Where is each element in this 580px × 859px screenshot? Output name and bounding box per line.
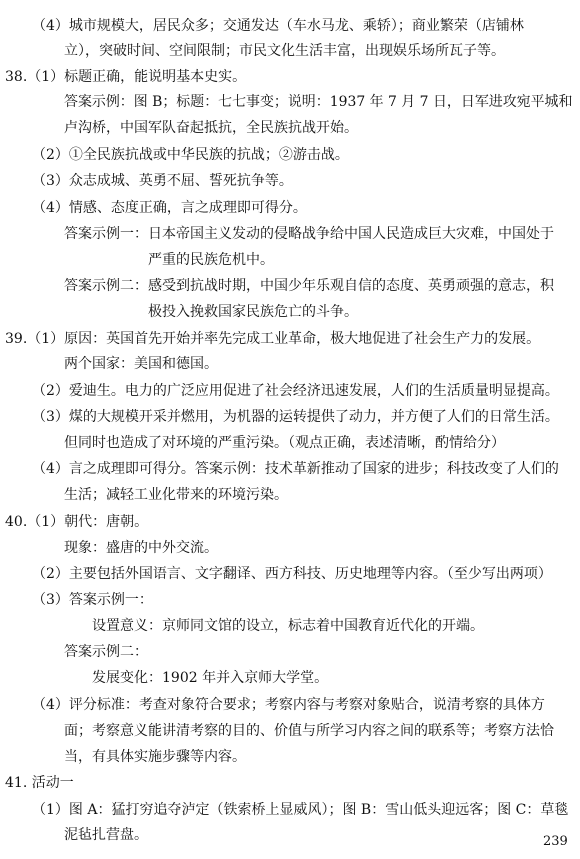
line-q38-1-example-cont: 卢沟桥，中国军队奋起抵抗，全民族抗战开始。 [64,120,358,136]
line-q38-1: 38.（1）标题正确，能说明基本史实。 [5,69,247,85]
line-q37-4-cont: 立），突破时间、空间限制；市民文化生活丰富，出现娱乐场所瓦子等。 [64,43,505,59]
line-q38-4: （4）情感、态度正确，言之成理即可得分。 [32,200,307,216]
line-q41-1-cont: 泥毡扎营盘。 [64,827,148,843]
line-q40-3-example1: 设置意义：京师同文馆的设立，标志着中国教育近代化的开端。 [92,618,484,634]
line-q40-1: 40.（1）朝代：唐朝。 [5,514,149,530]
line-q39-3-cont: 但同时也造成了对环境的严重污染。（观点正确，表述清晰，酌情给分） [64,435,505,451]
line-q39-4-cont: 生活；减轻工业化带来的环境污染。 [64,487,288,503]
line-q40-3-example2: 发展变化：1902 年并入京师大学堂。 [92,670,329,686]
line-q40-1-cont: 现象：盛唐的中外交流。 [64,540,218,556]
line-q38-4-example1-cont: 严重的民族危机中。 [148,252,274,268]
line-q38-4-example1: 答案示例一：日本帝国主义发动的侵略战争给中国人民造成巨大灾难，中国处于 [64,226,554,242]
line-q37-4: （4）城市规模大，居民众多；交通发达（车水马龙、乘轿）；商业繁荣（店铺林 [32,18,524,34]
line-q41-heading: 41. 活动一 [5,775,74,791]
line-q39-2: （2）爱迪生。电力的广泛应用促进了社会经济迅速发展，人们的生活质量明显提高。 [32,383,559,399]
line-q40-3: （3）答案示例一： [32,592,153,608]
line-q39-3: （3）煤的大规模开采并燃用，为机器的运转提供了动力，并方便了人们的日常生活。 [32,409,559,425]
line-q39-4: （4）言之成理即可得分。答案示例：技术革新推动了国家的进步；科技改变了人们的 [32,461,559,477]
line-q38-1-example: 答案示例：图 B；标题：七七事变；说明：1937 年 7 月 7 日，日军进攻宛平城和 [64,94,573,110]
line-q40-3-example2-label: 答案示例二： [64,644,148,660]
line-q40-4: （4）评分标准：考查对象符合要求；考察内容与考察对象贴合，说清考察的具体方 [32,697,545,713]
line-q38-4-example2-cont: 极投入挽救国家民族危亡的斗争。 [148,304,358,320]
line-q38-2: （2）①全民族抗战或中华民族的抗战；②游击战。 [32,147,349,163]
line-q39-1: 39.（1）原因：英国首先开始并率先完成工业革命，极大地促进了社会生产力的发展。 [5,331,541,347]
line-q40-2: （2）主要包括外国语言、文字翻译、西方科技、历史地理等内容。（至少写出两项） [32,566,552,582]
line-q40-4-cont2: 当，有具体实施步骤等内容。 [64,749,246,765]
line-q40-4-cont1: 面；考察意义能讲清考察的目的、价值与所学习内容之间的联系等；考察方法恰 [64,723,554,739]
line-q39-1-cont: 两个国家：美国和德国。 [64,356,218,372]
line-q41-1: （1）图 A：猛打穷追夺泸定（铁索桥上显威风）；图 B：雪山低头迎远客；图 C：草毯 [32,802,569,818]
page-number: 239 [543,834,568,849]
line-q38-4-example2: 答案示例二：感受到抗战时期，中国少年乐观自信的态度、英勇顽强的意志，积 [64,278,554,294]
line-q38-3: （3）众志成城、英勇不屈、誓死抗争等。 [32,173,293,189]
